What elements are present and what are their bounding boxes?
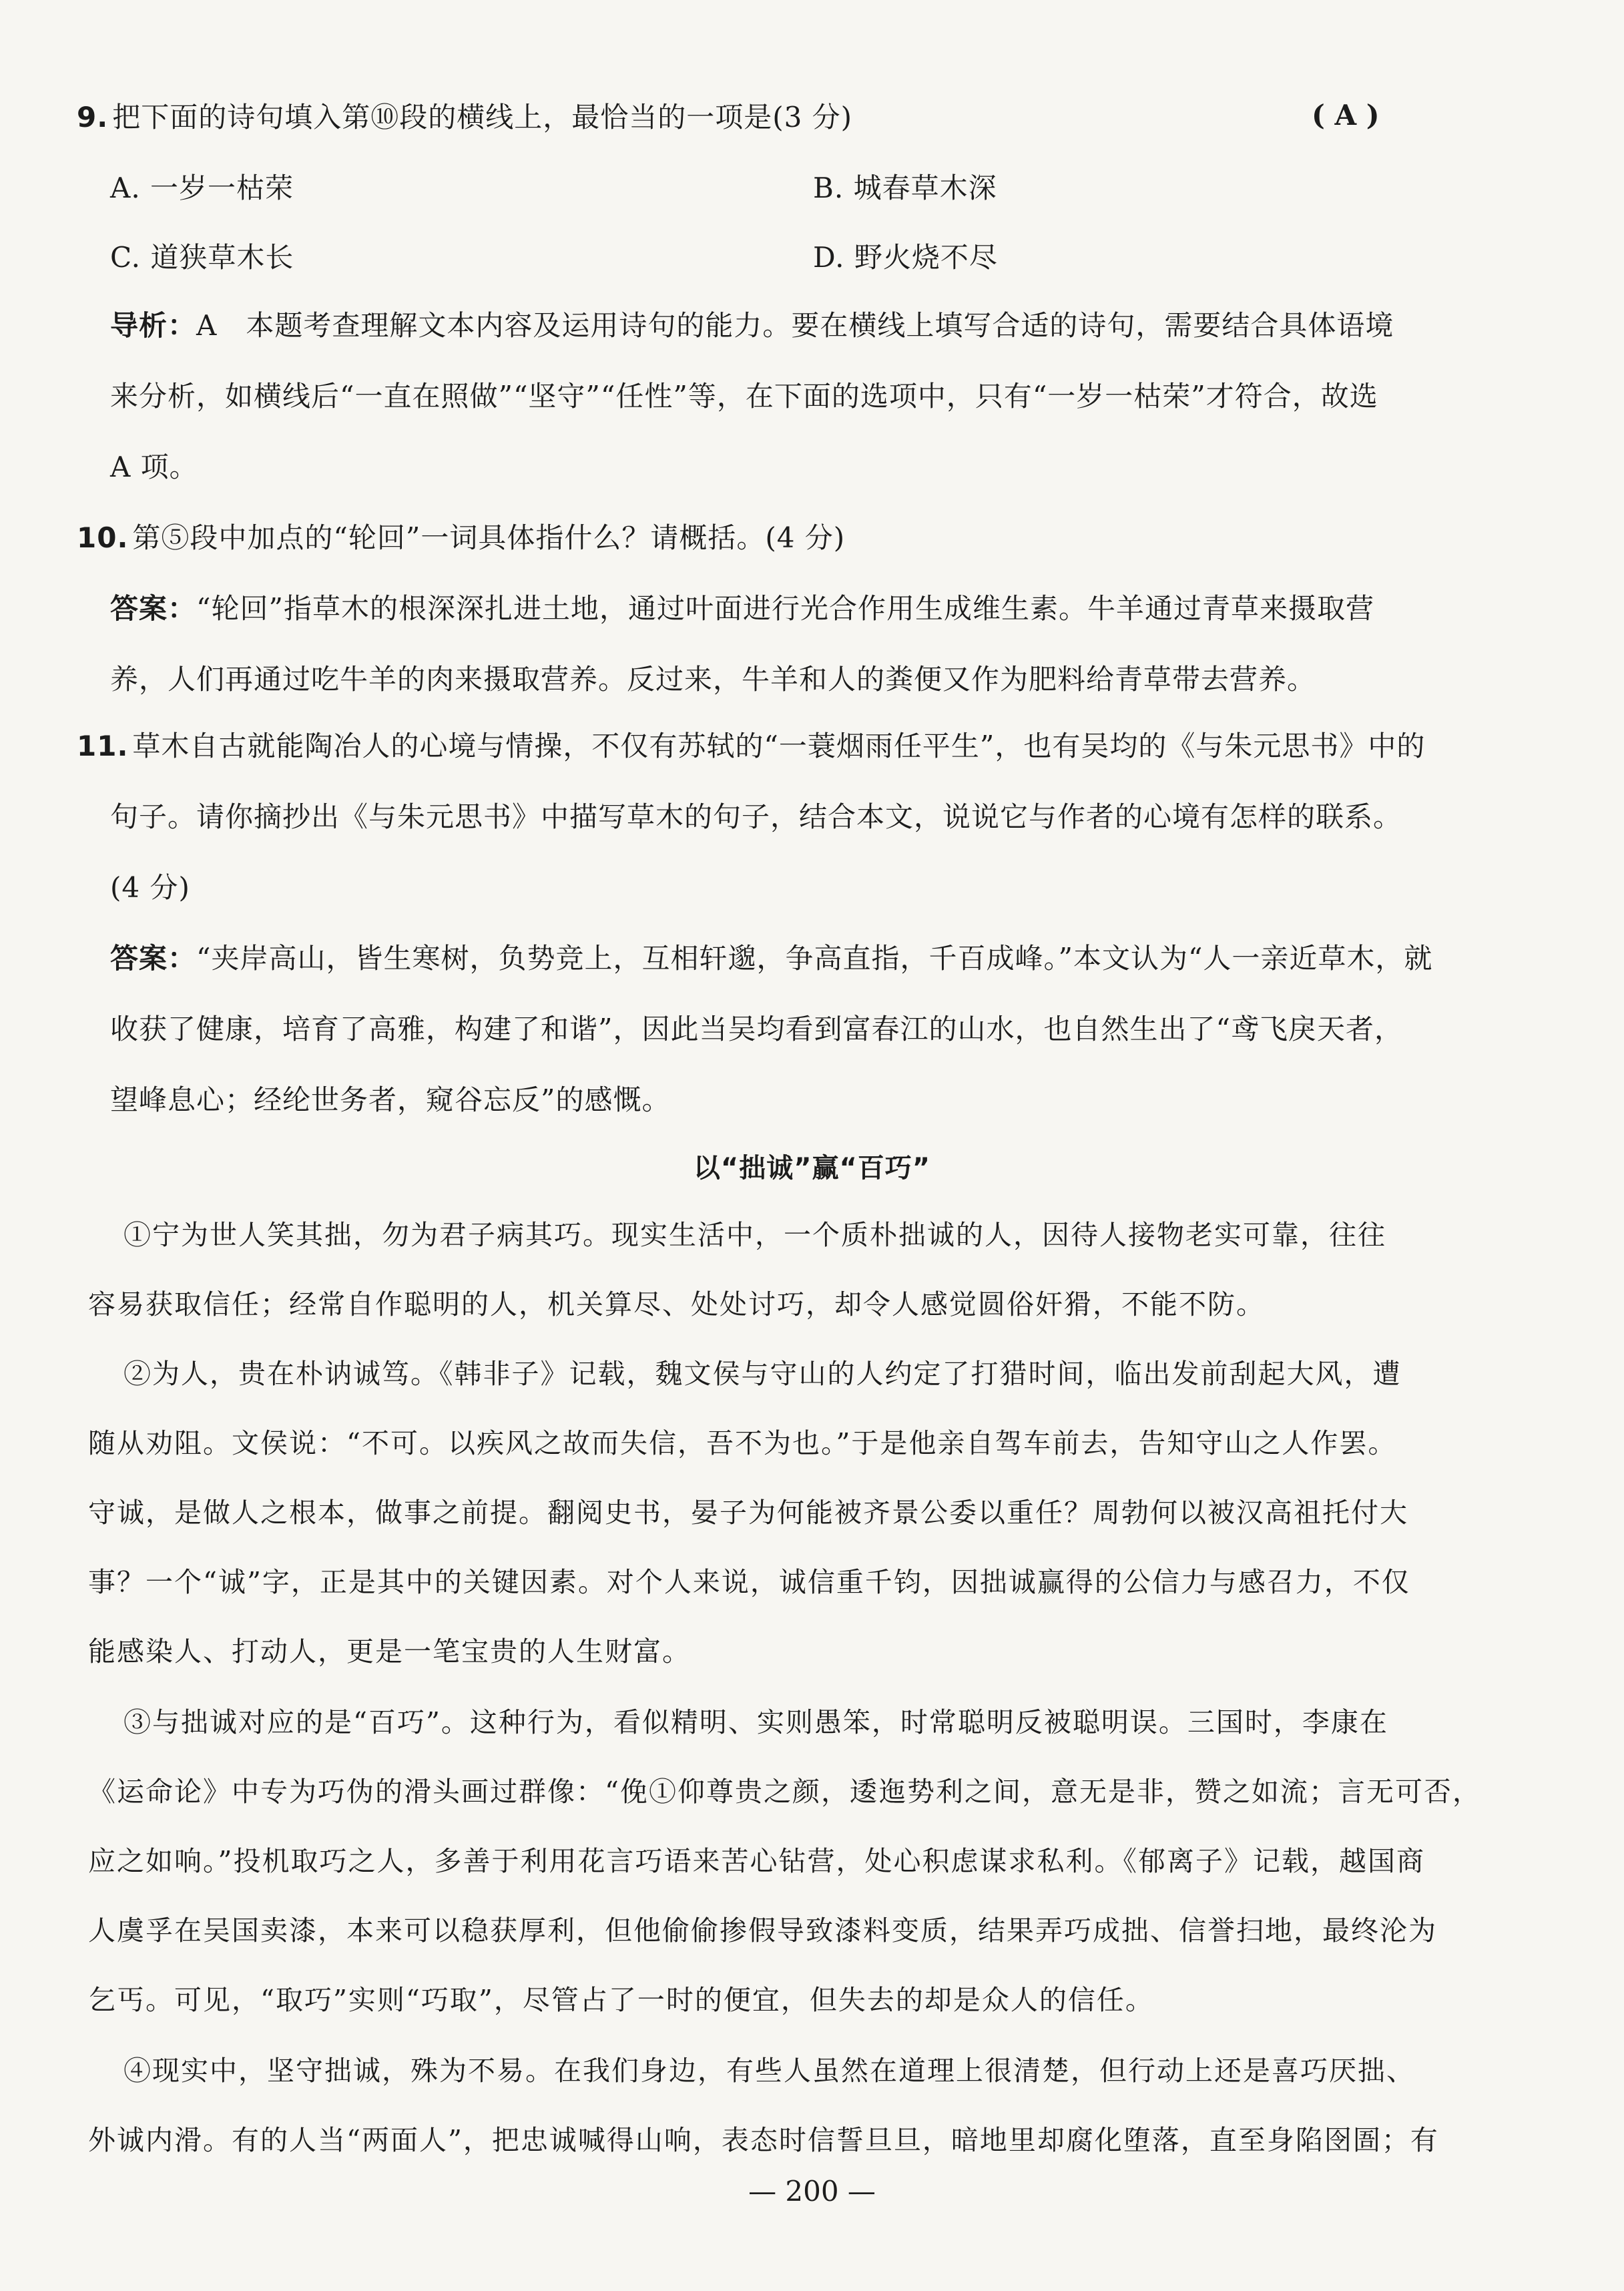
analysis-line: 导析：A 本题考查理解文本内容及运用诗句的能力。要在横线上填写合适的诗句，需要结合具体语境 bbox=[110, 309, 1394, 342]
article-line: 能感染人、打动人，更是一笔宝贵的人生财富。 bbox=[88, 1635, 691, 1668]
option-c: C. 道狭草木长 bbox=[110, 241, 294, 274]
analysis-label: 导析： bbox=[110, 309, 197, 342]
article-line: 随从劝阻。文侯说：“不可。以疾风之故而失信，吾不为也。”于是他亲自驾车前去，告知守山之人作罢。 bbox=[88, 1427, 1397, 1459]
analysis-line: A 项。 bbox=[110, 451, 198, 483]
question-10 bbox=[77, 519, 845, 557]
question-text: 句子。请你摘抄出《与朱元思书》中描写草木的句子，结合本文，说说它与作者的心境有怎样的联系。 bbox=[110, 800, 1402, 833]
article-line: ④现实中，坚守拙诚，殊为不易。在我们身边，有些人虽然在道理上很清楚，但行动上还是喜巧厌拙、 bbox=[123, 2055, 1415, 2087]
page-number: — 200 — bbox=[748, 2175, 876, 2208]
question-text: 把下面的诗句填入第⑩段的横线上，最恰当的一项是(3 分) bbox=[112, 101, 853, 134]
article-line: 容易获取信任；经常自作聪明的人，机关算尽、处处讨巧，却令人感觉圆俗奸猾，不能不防。 bbox=[88, 1288, 1265, 1320]
article-line: ①宁为世人笑其拙，勿为君子病其巧。现实生活中，一个质朴拙诚的人，因待人接物老实可靠，往往 bbox=[123, 1219, 1386, 1251]
article-line: 《运命论》中专为巧伪的滑头画过群像：“俛①仰尊贵之颜，逶迤势利之间，意无是非，赞之如流；言无可否， bbox=[88, 1776, 1481, 1808]
answer-line: 收获了健康，培育了高雅，构建了和谐”，因此当吴均看到富春江的山水，也自然生出了“鸢飞戾天者， bbox=[110, 1013, 1403, 1045]
question-number: 10. bbox=[77, 521, 129, 554]
article-title: 以“拙诚”赢“百巧” bbox=[693, 1153, 931, 1184]
question-11 bbox=[77, 728, 1425, 765]
article-line: 外诚内滑。有的人当“两面人”，把忠诚喊得山响，表态时信誓旦旦，暗地里却腐化堕落，直至身陷囹圄；有 bbox=[88, 2124, 1439, 2156]
answer-label: 答案： bbox=[110, 592, 197, 625]
answer-line: 答案：“轮回”指草木的根深深扎进土地，通过叶面进行光合作用生成维生素。牛羊通过青草来摄取营 bbox=[110, 592, 1374, 625]
answer-line: 养，人们再通过吃牛羊的肉来摄取营养。反过来，牛羊和人的粪便又作为肥料给青草带去营养。 bbox=[110, 663, 1316, 696]
article-line: 乞丐。可见，“取巧”实则“巧取”，尽管占了一时的便宜，但失去的却是众人的信任。 bbox=[88, 1984, 1154, 2016]
article-line: ③与拙诚对应的是“百巧”。这种行为，看似精明、实则愚笨，时常聪明反被聪明误。三国时，李康在 bbox=[123, 1706, 1388, 1738]
answer-line: 答案：“夹岸高山，皆生寒树，负势竞上，互相轩邈，争高直指，千百成峰。”本文认为“人一亲近草木，就 bbox=[110, 942, 1433, 975]
question-text: (4 分) bbox=[110, 871, 190, 904]
answer-label: 答案： bbox=[110, 942, 197, 975]
question-number: 9. bbox=[77, 101, 109, 134]
article-line: ②为人，贵在朴讷诚笃。《韩非子》记载，魏文侯与守山的人约定了打猎时间，临出发前刮起大风，遭 bbox=[123, 1358, 1402, 1390]
option-d: D. 野火烧不尽 bbox=[813, 241, 998, 274]
option-b: B. 城春草木深 bbox=[813, 172, 997, 204]
question-text: 第⑤段中加点的“轮回”一词具体指什么？请概括。(4 分) bbox=[132, 521, 846, 554]
article-line: 人虞孚在吴国卖漆，本来可以稳获厚利，但他偷偷掺假导致漆料变质，结果弄巧成拙、信誉扫地，最终沦为 bbox=[88, 1915, 1437, 1947]
option-a: A. 一岁一枯荣 bbox=[110, 172, 294, 204]
article-line: 应之如响。”投机取巧之人，多善于利用花言巧语来苦心钻营，处心积虑谋求私利。《郁离子》记载，越国商 bbox=[88, 1845, 1425, 1877]
answer-line: 望峰息心；经纶世务者，窥谷忘反”的感慨。 bbox=[110, 1083, 671, 1116]
article-line: 守诚，是做人之根本，做事之前提。翻阅史书，晏子为何能被齐景公委以重任？周勃何以被汉高祖托付大 bbox=[88, 1497, 1408, 1529]
question-number: 11. bbox=[77, 730, 129, 762]
question-9 bbox=[77, 99, 852, 136]
analysis-line: 来分析，如横线后“一直在照做”“坚守”“任性”等，在下面的选项中，只有“一岁一枯荣”才符合，故选 bbox=[110, 380, 1378, 413]
question-text: 草木自古就能陶冶人的心境与情操，不仅有苏轼的“一蓑烟雨任平生”，也有吴均的《与朱元思书》中的 bbox=[132, 730, 1426, 762]
answer-choice: ( A ) bbox=[1312, 99, 1380, 132]
article-line: 事？一个“诚”字，正是其中的关键因素。对个人来说，诚信重千钧，因拙诚赢得的公信力与感召力，不仅 bbox=[88, 1566, 1410, 1598]
